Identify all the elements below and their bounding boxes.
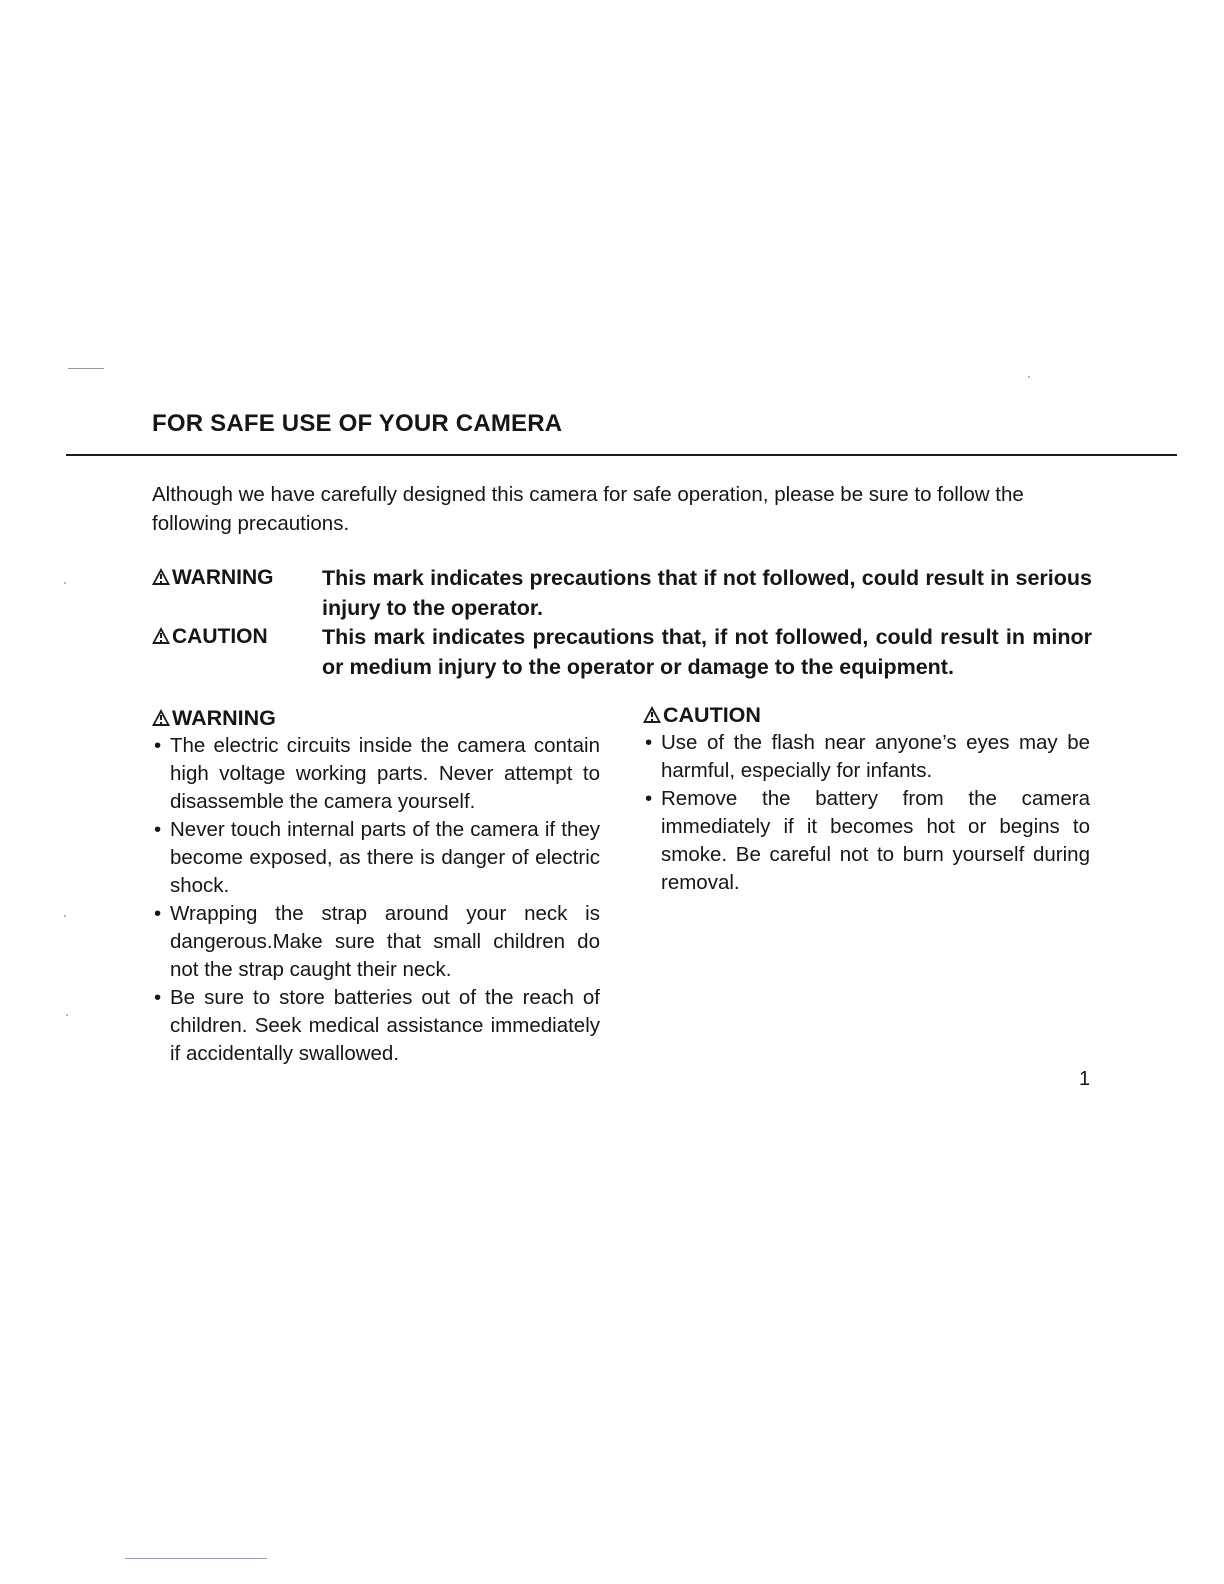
legend-caution-term (152, 622, 268, 651)
warning-triangle-icon (643, 706, 661, 723)
list-item (152, 984, 600, 1068)
bullet-dot: • (154, 818, 162, 841)
bottom-edge-rule (125, 1558, 267, 1559)
list-item-text: Use of the flash near anyone’s eyes may be harmful, especially for infants. (661, 731, 1090, 782)
margin-tick-mark (68, 368, 104, 369)
scan-speck (64, 582, 66, 584)
warning-list (152, 732, 600, 1068)
caution-section-heading (643, 701, 761, 730)
bullet-dot: • (154, 902, 162, 925)
legend-warning-description: This mark indicates precautions that if not followed, could result in serious injury to the operator. (322, 566, 1092, 620)
legend-caution-label: CAUTION (172, 625, 268, 648)
scan-speck (1028, 376, 1030, 378)
scan-speck (64, 915, 66, 917)
warning-triangle-icon (152, 627, 170, 644)
intro-paragraph: Although we have carefully designed this camera for safe operation, please be sure to follow the following precautions. (152, 483, 1024, 535)
bullet-dot: • (154, 734, 162, 757)
legend-warning-term (152, 563, 274, 592)
list-item-text: Never touch internal parts of the camera if they become exposed, as there is danger of electric shock. (170, 818, 600, 897)
list-item-text: Remove the battery from the camera immediately if it becomes hot or begins to smoke. Be careful not to burn yourself during removal. (661, 787, 1090, 894)
bullet-dot: • (645, 787, 653, 810)
legend-warning-label: WARNING (172, 566, 274, 589)
page-number: 1 (1079, 1068, 1091, 1090)
list-item (643, 729, 1090, 785)
list-item (152, 900, 600, 984)
bullet-dot: • (645, 731, 653, 754)
list-item (643, 785, 1090, 897)
warning-section-heading (152, 704, 276, 733)
list-item-text: The electric circuits inside the camera contain high voltage working parts. Never attempt to disassemble the camera yourself. (170, 734, 600, 813)
scan-speck (66, 1014, 68, 1016)
list-item-text: Be sure to store batteries out of the reach of children. Seek medical assistance immediately if accidentally swallowed. (170, 986, 600, 1065)
bullet-dot: • (154, 986, 162, 1009)
page-title: FOR SAFE USE OF YOUR CAMERA (152, 410, 563, 437)
list-item (152, 732, 600, 816)
list-item-text: Wrapping the strap around your neck is dangerous.Make sure that small children do not the strap caught their neck. (170, 902, 600, 981)
caution-heading-label: CAUTION (663, 703, 761, 727)
warning-triangle-icon (152, 709, 170, 726)
title-divider (66, 454, 1177, 456)
warning-heading-label: WARNING (172, 706, 276, 730)
list-item (152, 816, 600, 900)
legend-caution-description: This mark indicates precautions that, if not followed, could result in minor or medium injury to the operator or damage to the equipment. (322, 625, 1092, 679)
warning-triangle-icon (152, 568, 170, 585)
caution-list (643, 729, 1090, 897)
